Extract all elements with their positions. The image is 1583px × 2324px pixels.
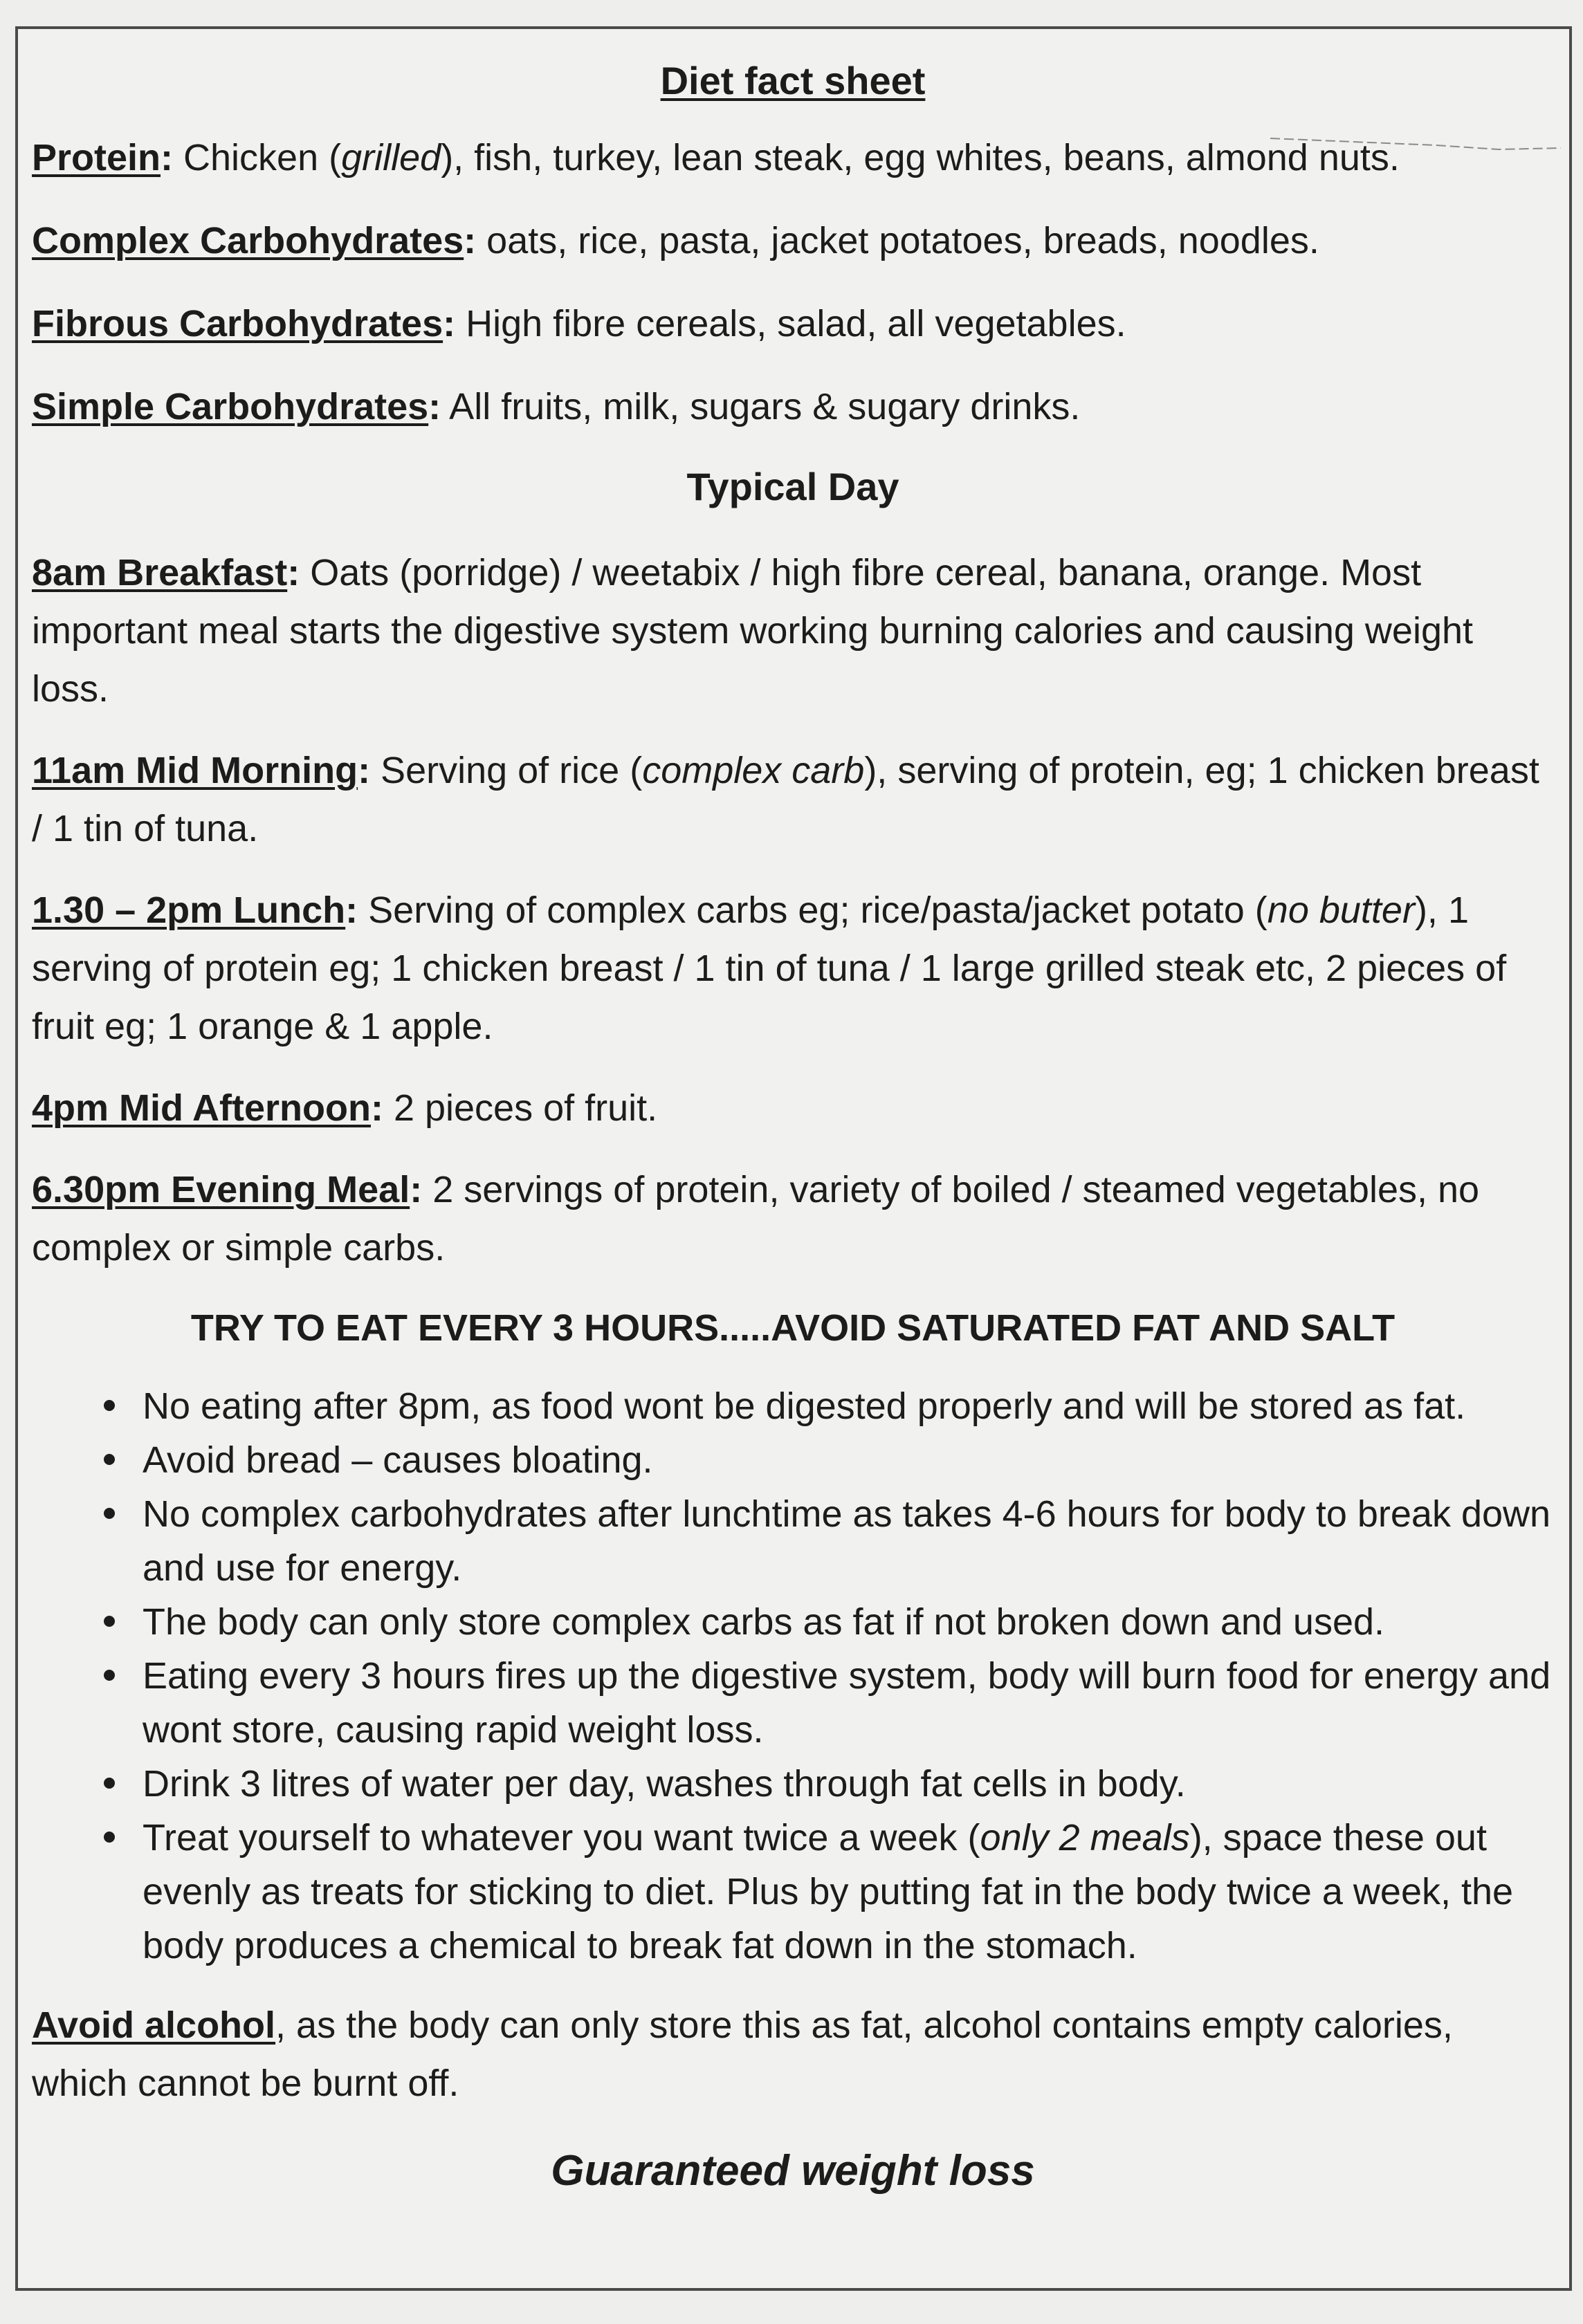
meal-text: 2 pieces of fruit. [383,1087,658,1129]
bullet-icon [104,1454,115,1465]
tip-text: Drink 3 litres of water per day, washes through fat cells in body. [143,1763,1186,1805]
list-item [32,1757,1554,1811]
food-group-text: Chicken ( [173,137,342,178]
bullet-icon [104,1616,115,1627]
food-group-label: Protein [32,137,161,178]
meal-label: 11am Mid Morning [32,750,358,791]
bullet-icon [104,1778,115,1789]
meal-mid-afternoon: 4pm Mid Afternoon: 2 pieces of fruit. [32,1087,658,1129]
food-group-italic: grilled [341,137,441,178]
food-group-protein: Protein: Chicken (grilled), fish, turkey, lean steak, egg whites, beans, almond nuts. [32,137,1400,178]
bullet-icon [104,1400,115,1411]
food-group-label: Fibrous Carbohydrates [32,303,443,344]
tip-italic: only 2 meals [980,1817,1190,1859]
meal-text: 2 servings of protein, variety of boiled / steamed vegetables, no complex or simple carbs. [32,1169,1480,1269]
list-item [32,1379,1554,1433]
food-group-fibrous-carbs: Fibrous Carbohydrates: High fibre cereals, salad, all vegetables. [32,303,1126,344]
meal-mid-morning: 11am Mid Morning: Serving of rice (complex carb), serving of protein, eg; 1 chicken breast / 1 tin of tuna. [32,750,1539,849]
food-group-complex-carbs: Complex Carbohydrates: oats, rice, pasta, jacket potatoes, breads, noodles. [32,220,1319,261]
bullet-icon [104,1670,115,1681]
food-group-label: Complex Carbohydrates [32,220,464,261]
tip-text: Eating every 3 hours fires up the digestive system, body will burn food for energy and wont store, causing rapid weight loss. [143,1655,1551,1751]
meal-evening: 6.30pm Evening Meal: 2 servings of protein, variety of boiled / steamed vegetables, no complex or simple carbs. [32,1169,1480,1269]
food-group-text: High fibre cereals, salad, all vegetables. [455,303,1126,344]
alcohol-note [32,1996,1554,2112]
tip-text: Treat yourself to whatever you want twice a week ( [143,1817,980,1859]
tip-text: No complex carbohydrates after lunchtime as takes 4-6 hours for body to break down and use for energy. [143,1493,1551,1589]
tips-list [32,1379,1554,1973]
meal-label: 6.30pm Evening Meal [32,1169,410,1210]
bullet-icon [104,1832,115,1843]
meal-lunch: 1.30 – 2pm Lunch: Serving of complex carbs eg; rice/pasta/jacket potato (no butter), 1 serving of protein eg; 1 chicken breast / 1 tin of tuna / 1 large grilled steak etc, 2 pieces of fruit eg; 1 orange & 1 apple. [32,889,1507,1047]
meal-text: ), 1 serving of protein eg; 1 chicken breast / 1 tin of tuna / 1 large grilled steak etc, 2 pieces of fruit eg; 1 orange & 1 apple. [32,889,1507,1047]
list-item [32,1487,1554,1595]
fact-sheet [15,26,1572,2291]
meal-text: ), serving of protein, eg; 1 chicken breast / 1 tin of tuna. [32,750,1539,849]
meal-label: 4pm Mid Afternoon [32,1087,371,1129]
eating-frequency-banner: TRY TO EAT EVERY 3 HOURS.....AVOID SATURATED FAT AND SALT [190,1307,1396,1349]
alcohol-text: , as the body can only store this as fat, alcohol contains empty calories, which cannot be burnt off. [32,2004,1453,2104]
food-group-simple-carbs: Simple Carbohydrates: All fruits, milk, sugars & sugary drinks. [32,386,1081,427]
tip-text: ), space these out evenly as treats for sticking to diet. Plus by putting fat in the body twice a week, the body produces a chemical to break fat down in the stomach. [143,1817,1514,1966]
food-group-text: oats, rice, pasta, jacket potatoes, breads, noodles. [476,220,1319,261]
tip-text: Avoid bread – causes bloating. [143,1439,653,1481]
list-item [32,1433,1554,1487]
meal-label: 8am Breakfast [32,552,288,593]
meal-text: Serving of rice ( [370,750,643,791]
meal-text: Oats (porridge) / weetabix / high fibre cereal, banana, orange. Most important meal starts the digestive system working burning calories and causing weight loss. [32,552,1474,710]
closing-statement: Guaranteed weight loss [551,2147,1035,2195]
list-item [32,1595,1554,1649]
typical-day-heading: Typical Day [686,465,899,508]
meal-label: 1.30 – 2pm Lunch [32,889,346,931]
sheet-title: Diet fact sheet [660,59,926,102]
food-group-text: All fruits, milk, sugars & sugary drinks. [441,386,1081,427]
food-group-text: ), fish, turkey, lean steak, egg whites, beans, almond nuts. [441,137,1400,178]
bullet-icon [104,1508,115,1519]
tip-text: The body can only store complex carbs as fat if not broken down and used. [143,1601,1385,1643]
meal-italic: complex carb [642,750,865,791]
meal-breakfast: 8am Breakfast: Oats (porridge) / weetabix / high fibre cereal, banana, orange. Most important meal starts the digestive system working burning calories and causing weight loss. [32,552,1474,710]
food-group-label: Simple Carbohydrates [32,386,429,427]
tip-text: No eating after 8pm, as food wont be digested properly and will be stored as fat. [143,1385,1466,1427]
alcohol-label: Avoid alcohol [32,2004,276,2046]
meal-text: Serving of complex carbs eg; rice/pasta/jacket potato ( [358,889,1268,931]
list-item [32,1649,1554,1757]
list-item [32,1811,1554,1973]
sheet-content [32,57,1554,2202]
meal-italic: no butter [1267,889,1415,931]
